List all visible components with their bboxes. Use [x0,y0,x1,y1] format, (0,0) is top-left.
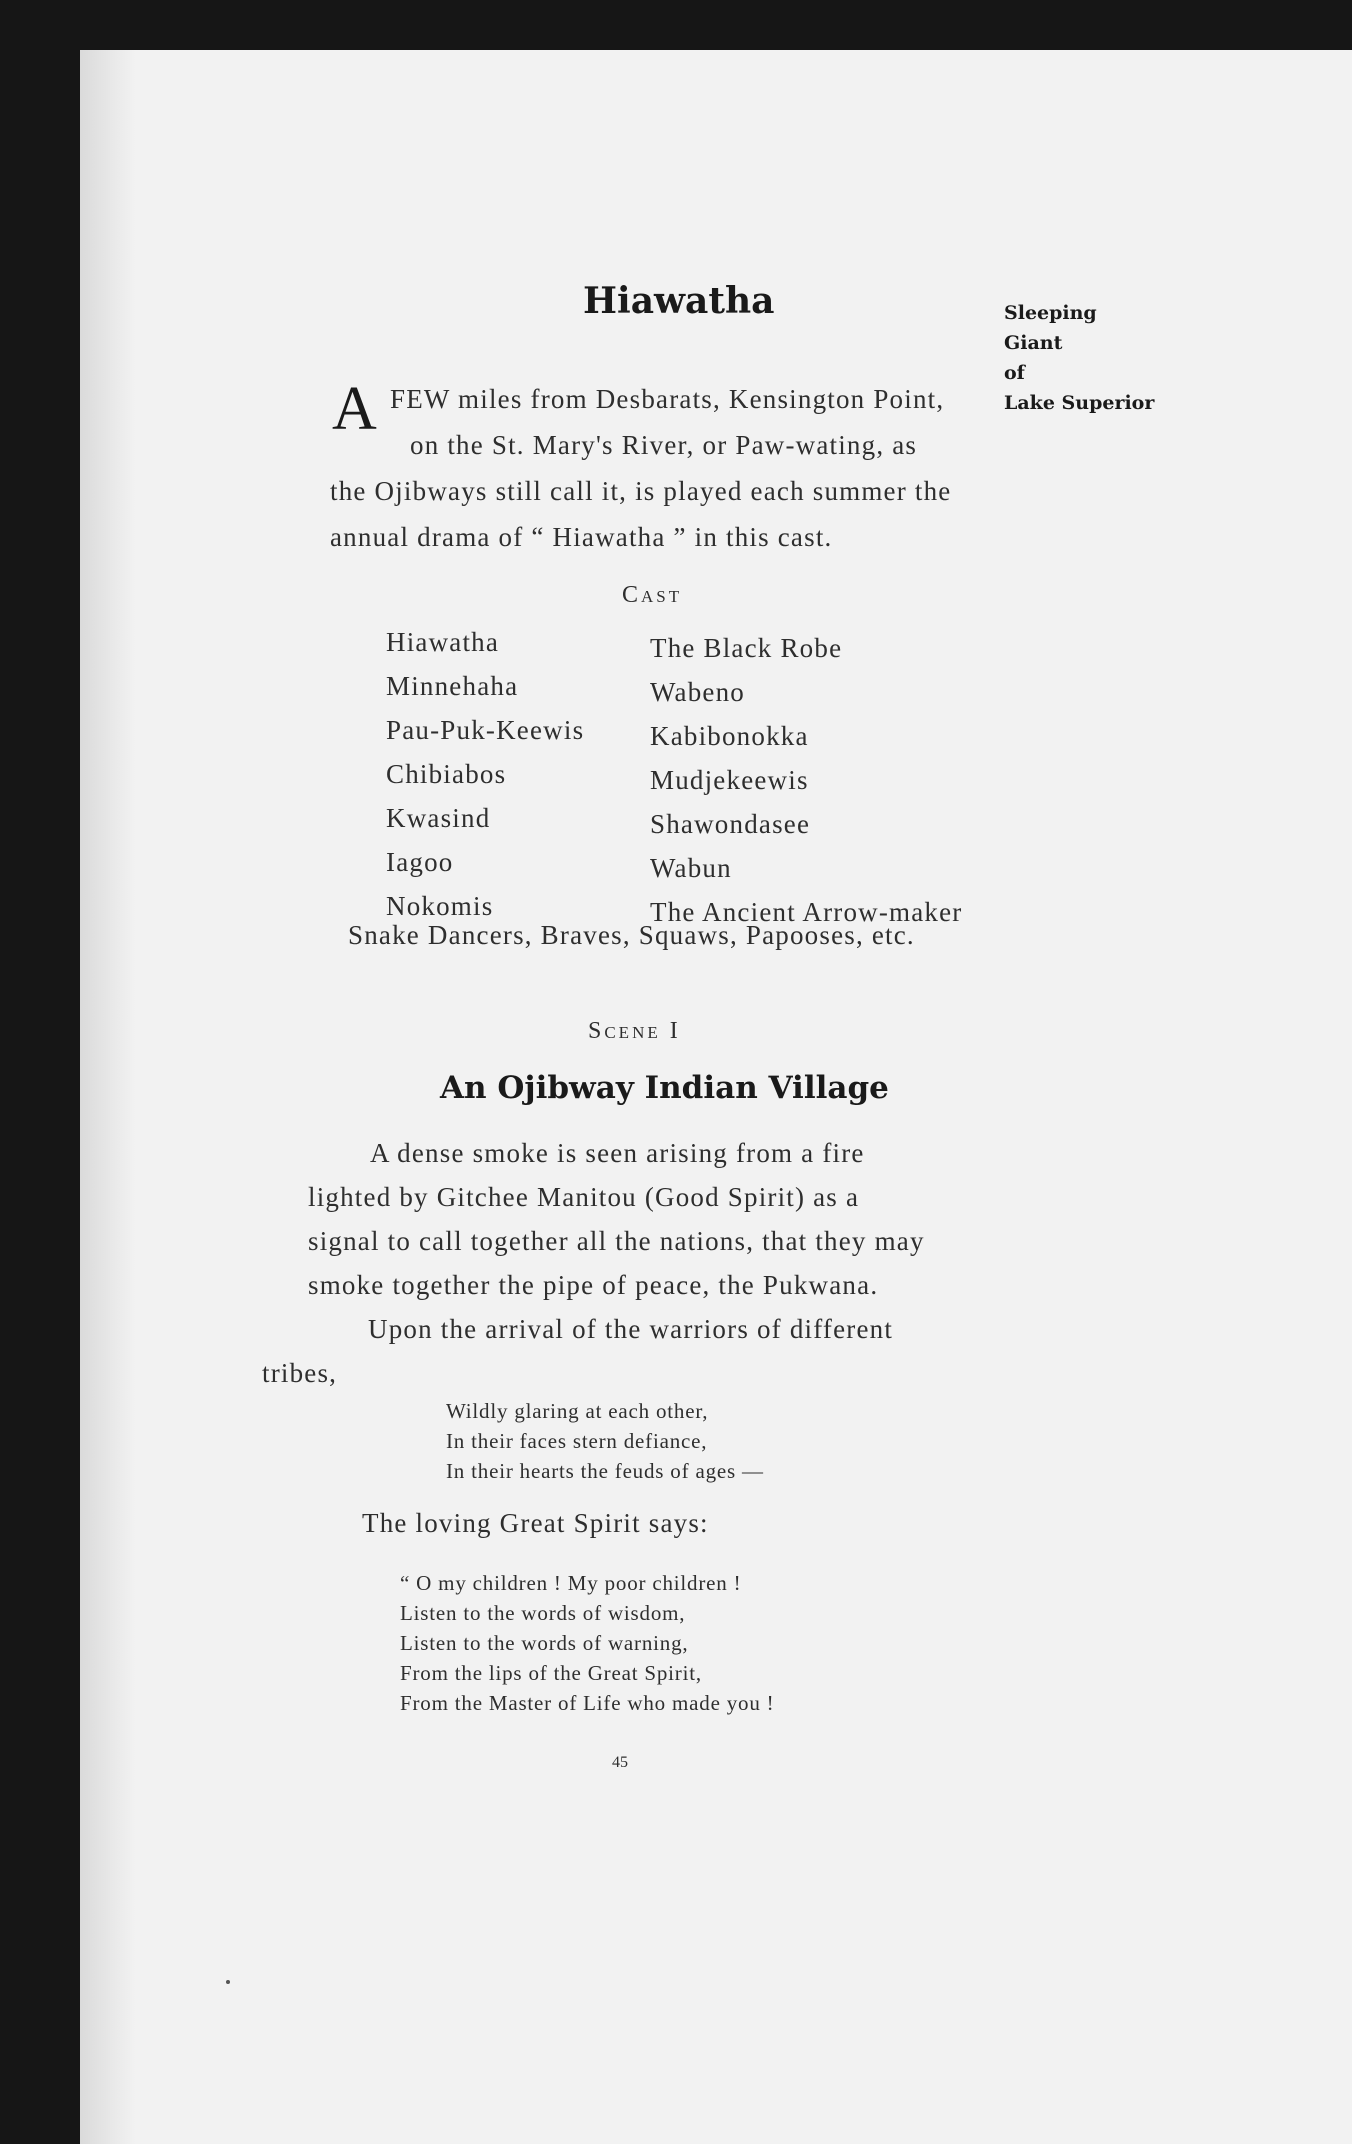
scene-paragraph-line: signal to call together all the nations, that they may [308,1226,925,1256]
verse-line: Listen to the words of wisdom, [400,1601,686,1625]
verse-line: In their hearts the feuds of ages — [446,1459,764,1483]
verse-line: Wildly glaring at each other, [446,1399,709,1423]
verse-line: In their faces stern defiance, [446,1429,708,1453]
cast-member: The Black Robe [650,633,843,663]
cast-member: Wabeno [650,677,745,707]
book-page [80,50,1352,2144]
intro-line: annual drama of “ Hiawatha ” in this cast. [330,522,833,552]
sidenote-line: Giant [1004,332,1063,354]
verse-line: From the lips of the Great Spirit, [400,1661,702,1685]
scan-speck [226,1980,230,1984]
scene-label: Scene I [588,1018,681,1044]
cast-member: Kabibonokka [650,721,809,751]
cast-member: Kwasind [386,803,491,833]
verse-line: From the Master of Life who made you ! [400,1691,775,1715]
scene-paragraph-line: lighted by Gitchee Manitou (Good Spirit) as a [308,1182,860,1212]
sidenote-line: Sleeping [1004,302,1097,324]
intro-line: FEW miles from Desbarats, Kensington Point, [390,384,945,414]
scene-paragraph-line: tribes, [262,1358,338,1388]
verse-1 [446,1396,764,1486]
cast-member: Shawondasee [650,809,811,839]
spirit-says-line: The loving Great Spirit says: [362,1508,709,1538]
drop-cap: A [332,375,377,443]
cast-member: Chibiabos [386,759,507,789]
cast-member: Pau-Puk-Keewis [386,715,585,745]
verse-line: Listen to the words of warning, [400,1631,689,1655]
cast-member: Minnehaha [386,671,519,701]
intro-line: on the St. Mary's River, or Paw-wating, as [410,430,918,460]
cast-member: Iagoo [386,847,454,877]
sidenote [1004,298,1154,418]
sidenote-line: Lake Superior [1004,392,1155,414]
page-title: Hiawatha [583,280,775,322]
page-number: 45 [612,1754,628,1771]
sidenote-line: of [1004,362,1025,384]
cast-right-column [650,626,963,934]
scene-paragraph-line: A dense smoke is seen arising from a fire [370,1138,865,1168]
cast-member: Hiawatha [386,627,500,657]
scene-paragraph-line: Upon the arrival of the warriors of different [368,1314,894,1344]
cast-member: Nokomis [386,891,494,921]
intro-line: the Ojibways still call it, is played each summer the [330,476,952,506]
cast-member: Wabun [650,853,732,883]
cast-left-column [386,620,584,928]
cast-footer: Snake Dancers, Braves, Squaws, Papooses, etc. [348,920,915,950]
verse-line: “ O my children ! My poor children ! [400,1571,742,1595]
verse-2 [400,1568,774,1718]
scene-paragraph-line: smoke together the pipe of peace, the Pukwana. [308,1270,879,1300]
cast-heading: Cast [622,582,683,608]
cast-member: Mudjekeewis [650,765,809,795]
scene-heading: An Ojibway Indian Village [440,1070,889,1106]
page-spine-shadow [80,50,136,2144]
cast-member: The Ancient Arrow-maker [650,897,963,927]
